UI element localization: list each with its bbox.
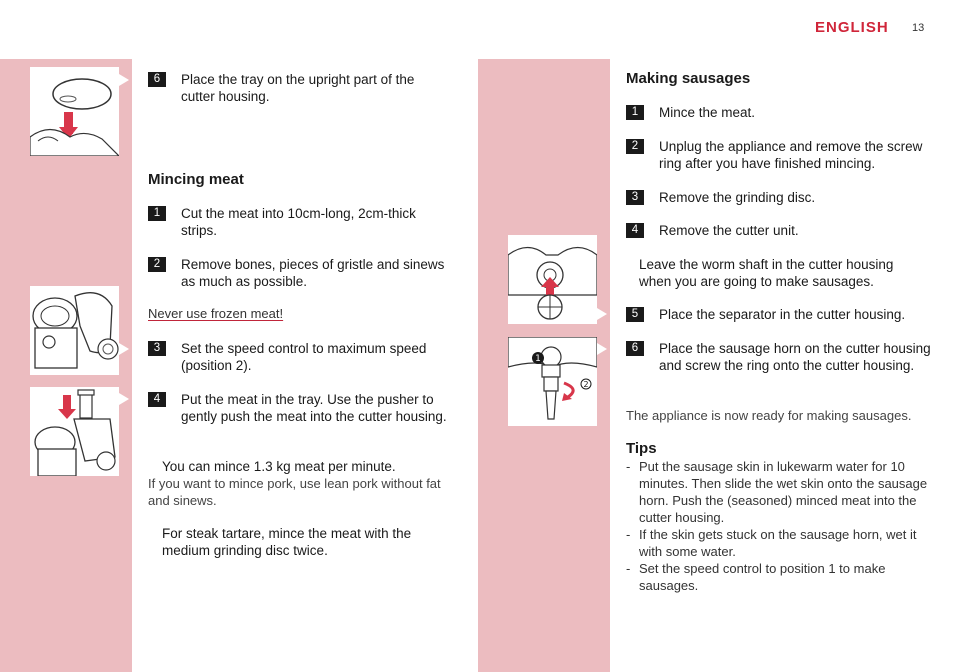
step-text: Remove the grinding disc. [659,190,816,205]
frozen-meat-warning: Never use frozen meat! [148,306,284,321]
step-text: Unplug the appliance and remove the screw ring after you have finished mincing. [659,139,923,171]
tip-item [626,458,936,526]
step-text: Place the tray on the upright part of the cutter housing. [181,72,415,104]
sausage-step-5 [626,306,931,323]
sausage-step-4 [626,222,931,239]
step-text: Put the meat in the tray. Use the pusher to gently push the meat into the cutter housing. [181,392,447,424]
step-number: 4 [626,223,644,238]
step-text: Remove bones, pieces of gristle and sinews as much as possible. [181,257,445,289]
step-number: 6 [148,72,166,87]
step-number: 3 [626,190,644,205]
mincing-meat-heading: Mincing meat [148,171,244,188]
sausage-horn-illustration [508,337,597,426]
step-number: 5 [626,307,644,322]
step-text: Mince the meat. [659,105,756,120]
callout-1: 1 [535,354,541,364]
step-number: 3 [148,341,166,356]
illustration-pointer [597,343,607,355]
sausage-step-6 [626,340,931,374]
tip-text: If the skin gets stuck on the sausage horn, wet it with some water. [639,527,917,559]
tray-placement-illustration [30,67,119,156]
step-text: Place the sausage horn on the cutter housing and screw the ring onto the cutter housing. [659,341,931,373]
step-number: 4 [148,392,166,407]
illustration-pointer [597,308,607,320]
illustration-pointer [119,74,129,86]
mincing-step-4 [148,391,448,425]
mincing-step-1 [148,205,448,239]
mincing-rate-note: You can mince 1.3 kg meat per minute. [162,459,396,474]
step-number: 6 [626,341,644,356]
sausage-step-2 [626,138,931,172]
separator-illustration [508,235,597,324]
step-text: Place the separator in the cutter housing. [659,307,906,322]
step-number: 1 [626,105,644,120]
tip-marker: - [626,459,631,474]
step-place-tray [148,71,448,105]
tip-item [626,526,936,560]
step-text: Remove the cutter unit. [659,223,799,238]
tip-marker: - [626,527,631,542]
steak-tartare-note: For steak tartare, mince the meat with the medium grinding disc twice. [162,526,412,558]
tip-marker: - [626,561,631,576]
language-label: ENGLISH [815,19,889,36]
illustration-pointer [119,343,129,355]
ready-note: The appliance is now ready for making sausages. [626,408,912,423]
step-number: 2 [626,139,644,154]
pork-note: If you want to mince pork, use lean pork without fat and sinews. [148,476,441,508]
step-number: 2 [148,257,166,272]
making-sausages-heading: Making sausages [626,70,751,87]
tip-item [626,560,936,594]
tip-text: Put the sausage skin in lukewarm water for 10 minutes. Then slide the wet skin onto the sausage horn. Push the (seasoned) minced meat into the cutter housing. [639,459,928,525]
pusher-illustration [30,387,119,476]
worm-shaft-note: Leave the worm shaft in the cutter housing when you are going to make sausages. [639,257,894,289]
illustration-pointer [119,393,129,405]
speed-control-illustration [30,286,119,375]
mincing-step-2 [148,256,448,290]
sausage-step-3 [626,189,931,206]
step-text: Cut the meat into 10cm-long, 2cm-thick strips. [181,206,416,238]
step-number: 1 [148,206,166,221]
callout-2: 2 [583,380,589,389]
step-text: Set the speed control to maximum speed (position 2). [181,341,427,373]
page-number: 13 [912,22,925,34]
mincing-step-3 [148,340,448,374]
tip-text: Set the speed control to position 1 to make sausages. [639,561,886,593]
tips-heading: Tips [626,440,657,457]
tips-list [626,458,936,594]
sausage-step-1 [626,104,931,121]
